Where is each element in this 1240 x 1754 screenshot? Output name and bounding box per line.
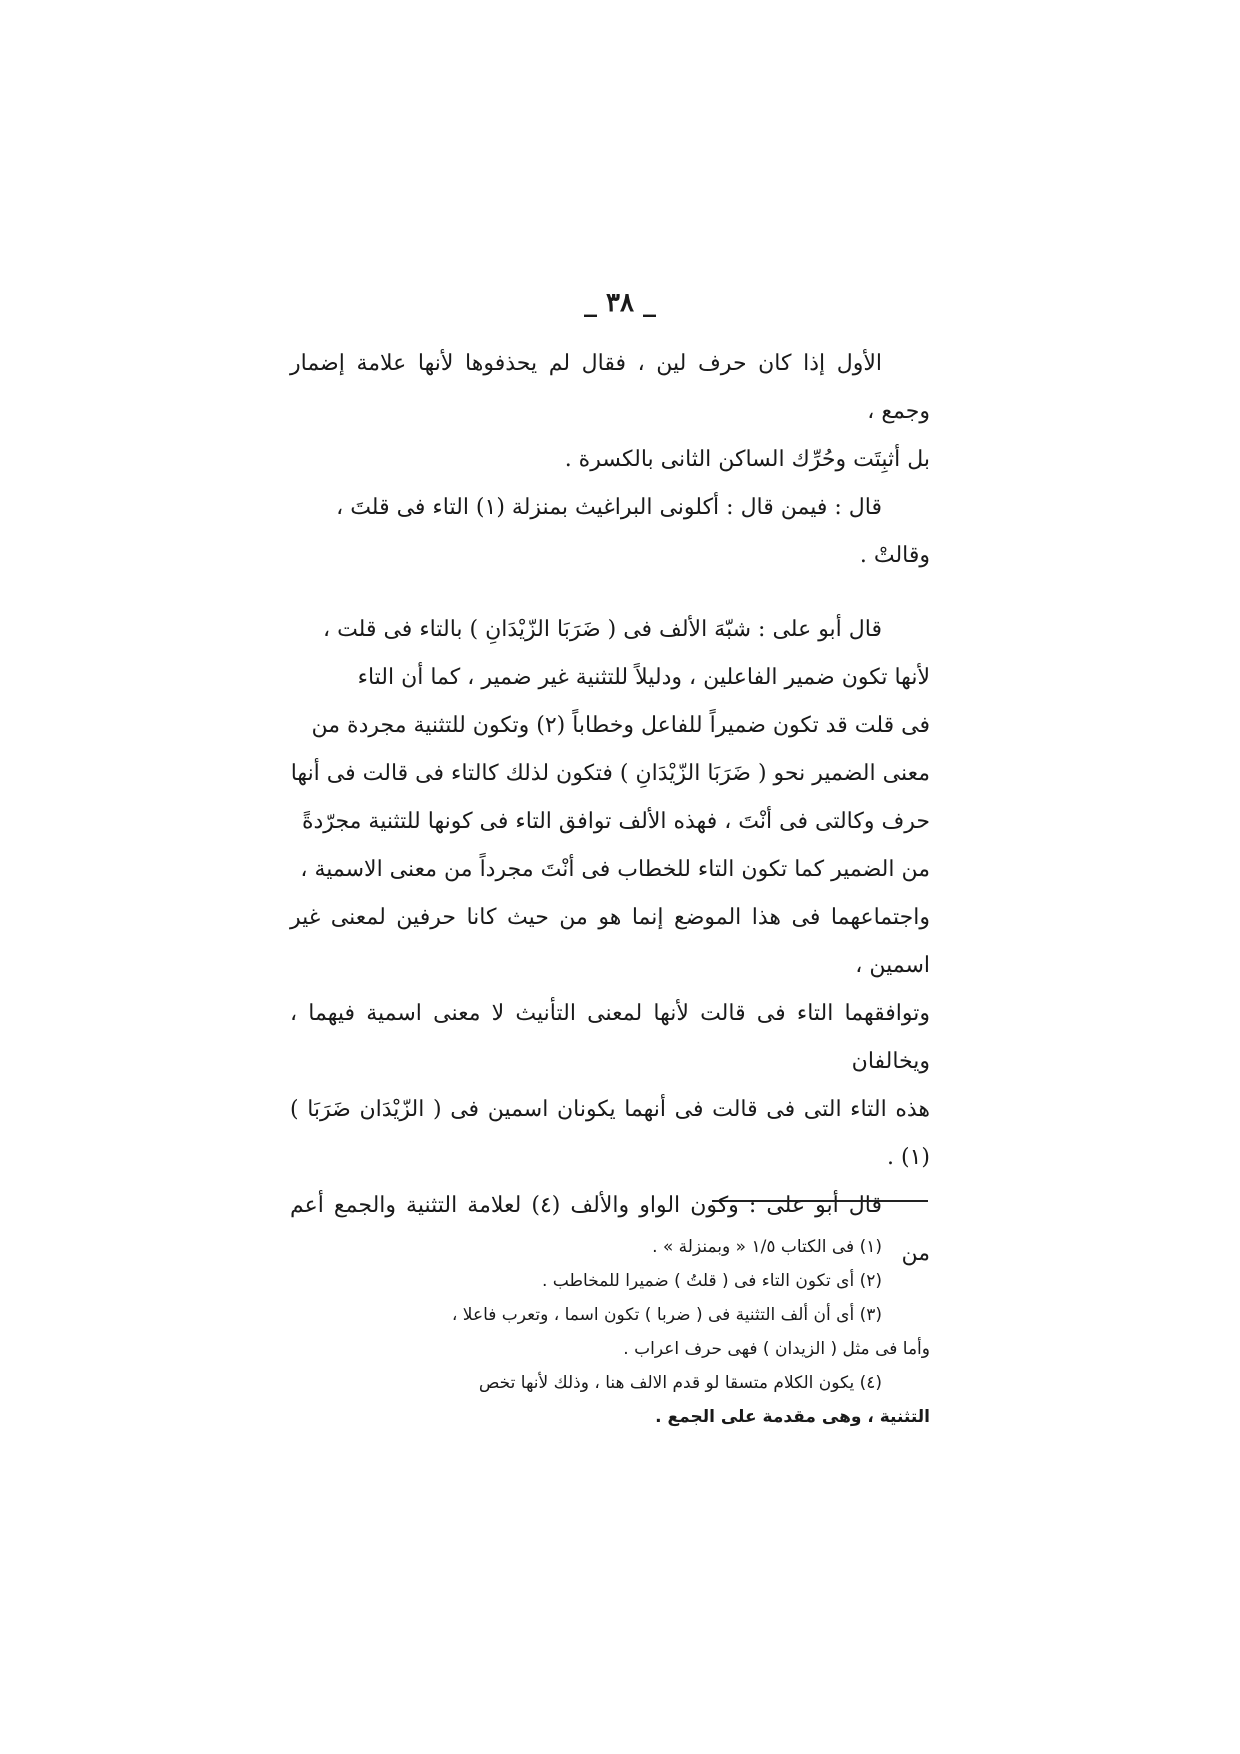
footnotes	[290, 1230, 930, 1434]
text-line: بل أثبِتَت وحُرِّك الساكن الثانى بالكسرة .	[564, 447, 930, 472]
text-line: قال أبو على : شبّهَ الألف فى ( ضَرَبَا الزّيْدَانِ ) بالتاء فى قلت ،	[322, 617, 882, 642]
footnote-item	[290, 1264, 930, 1298]
text-line: فى قلت قد تكون ضميراً للفاعل وخطاباً (٢) وتكون للتثنية مجردة من	[311, 713, 930, 738]
text-line: هذه التاء التى فى قالت فى أنهما يكونان اسمين فى ( الزّيْدَان ضَرَبَا ) (١) .	[290, 1097, 930, 1170]
footnote-item	[290, 1366, 930, 1400]
main-text	[290, 340, 930, 1278]
footnote-divider	[712, 1200, 928, 1202]
text-line: وتوافقهما التاء فى قالت لأنها لمعنى التأنيث لا معنى اسمية فيهما ، ويخالفان	[290, 1001, 930, 1074]
footnote-item	[290, 1298, 930, 1332]
footnote-continuation	[290, 1400, 930, 1434]
footnote-continuation	[290, 1332, 930, 1366]
text-line: معنى الضمير نحو ( ضَرَبَا الزّيْدَانِ ) فتكون لذلك كالتاء فى قالت فى أنها	[290, 761, 930, 786]
text-line: وقالتْ .	[859, 543, 930, 568]
footnote-line: التثنية ، وهى مقدمة على الجمع .	[655, 1407, 930, 1427]
text-line: لأنها تكون ضمير الفاعلين ، ودليلاً للتثنية غير ضمير ، كما أن التاء	[357, 665, 930, 690]
text-line: من الضمير كما تكون التاء للخطاب فى أنْتَ مجرداً من معنى الاسمية ،	[300, 857, 930, 882]
footnote-line: (٣) أى أن ألف التثنية فى ( ضربا ) تكون اسما ، وتعرب فاعلا ،	[451, 1305, 882, 1325]
footnote-line: وأما فى مثل ( الزيدان ) فهى حرف اعراب .	[623, 1339, 930, 1359]
footnote-item	[290, 1230, 930, 1264]
text-line: الأول إذا كان حرف لين ، فقال لم يحذفوها لأنها علامة إضمار وجمع ،	[290, 351, 930, 424]
text-line: قال : فيمن قال : أكلونى البراغيث بمنزلة (١) التاء فى قلتَ ،	[336, 495, 882, 520]
page-number: _ ٣٨ _	[583, 288, 657, 318]
text-line: واجتماعهما فى هذا الموضع إنما هو من حيث كانا حرفين لمعنى غير اسمين ،	[290, 905, 930, 978]
paragraph	[290, 340, 930, 484]
text-line: حرف وكالتى فى أنْتَ ، فهذه الألف توافق التاء فى كونها للتثنية مجرّدةً	[301, 809, 930, 834]
footnote-line: (٤) يكون الكلام متسقا لو قدم الالف هنا ، وذلك لأنها تخص	[478, 1373, 882, 1393]
paragraph	[290, 484, 930, 580]
footnote-line: (١) فى الكتاب ١/٥ « وبمنزلة » .	[652, 1237, 882, 1257]
paragraph	[290, 606, 930, 1182]
text-line: قال أبو على : وكون الواو والألف (٤) لعلامة التثنية والجمع أعم من	[290, 1193, 930, 1266]
footnote-line: (٢) أى تكون التاء فى ( قلتُ ) ضميرا للمخاطب .	[542, 1271, 882, 1291]
